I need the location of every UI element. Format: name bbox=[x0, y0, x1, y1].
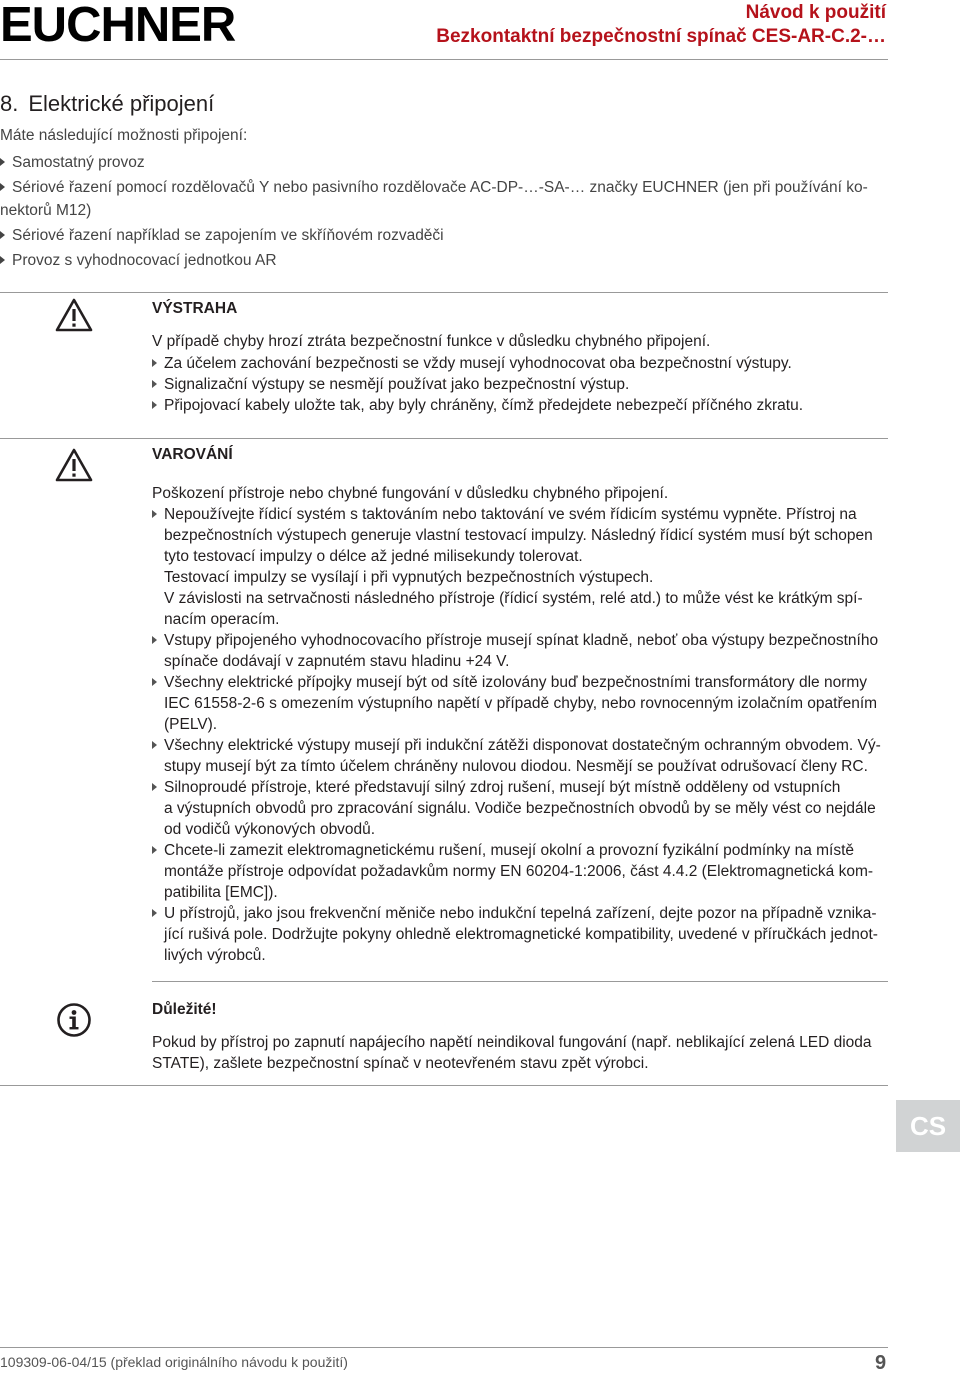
bullet-arrow-icon bbox=[152, 678, 157, 686]
option-text: Sériové řazení pomocí rozdělovačů Y nebo pasivního rozdělovače AC-DP-…-SA-… značky EUCHNER (jen při používání ko-nektorů M12) bbox=[0, 178, 868, 220]
list-item bbox=[152, 672, 882, 735]
list-item bbox=[152, 374, 882, 395]
list-item bbox=[0, 151, 888, 174]
caution-item-line: patibilita [EMC]). bbox=[164, 884, 278, 901]
section-number: 8. bbox=[0, 91, 19, 116]
warning-triangle-icon bbox=[55, 448, 93, 482]
language-tab: CS bbox=[896, 1100, 960, 1152]
list-item bbox=[0, 176, 888, 223]
caution-item-line: U přístrojů, jako jsou frekvenční měniče nebo indukční tepelná zařízení, dejte pozor na případně vznika- bbox=[164, 905, 877, 922]
caution-item-line: Všechny elektrické přípojky musejí být od sítě izolovány buď bezpečnostními transformátory dle normy bbox=[164, 674, 868, 691]
caution-item-line: Chcete-li zamezit elektromagnetickému rušení, musejí okolní a provozní fyzikální podmínky na místě bbox=[164, 842, 855, 859]
caution-item-line: spínače dodávají v zapnutém stavu hladinu +24 V. bbox=[164, 653, 510, 670]
list-item bbox=[152, 840, 882, 903]
caution-item-line: jící rušivá pole. Dodržujte pokyny ohledně elektromagnetické kompatibility, uvedené v příručkách jednot- bbox=[164, 926, 878, 943]
option-text: Samostatný provoz bbox=[12, 154, 145, 171]
footer-divider bbox=[0, 1347, 888, 1348]
note-line: STATE), zašlete bezpečnostní spínač v neotevřeném stavu zpět výrobci. bbox=[152, 1055, 649, 1072]
euchner-logo: EUCHNER bbox=[0, 0, 236, 52]
caution-top-divider bbox=[0, 438, 888, 439]
connection-options-list bbox=[0, 151, 888, 273]
section-title: Elektrické připojení bbox=[28, 91, 215, 116]
caution-item-line: livých výrobců. bbox=[164, 947, 266, 964]
page-number: 9 bbox=[875, 1352, 887, 1374]
caution-box bbox=[152, 444, 882, 966]
warning-box bbox=[152, 298, 882, 416]
warning-item-text: Připojovací kabely uložte tak, aby byly chráněny, čímž předejdete nebezpečí příčného zkratu. bbox=[164, 397, 804, 414]
option-text: Sériové řazení například se zapojením ve skříňovém rozvaděči bbox=[12, 226, 444, 244]
caution-item-line: bezpečnostních výstupech generuje vlastní testovací impulzy. Následný řídicí systém musí být schopen bbox=[164, 527, 873, 544]
caution-item-line: V závislosti na setrvačnosti následného přístroje (řídicí systém, relé atd.) to může vést ke krátkým spí- bbox=[164, 590, 863, 607]
option-text: Provoz s vyhodnocovací jednotkou AR bbox=[12, 251, 277, 269]
list-item bbox=[152, 353, 882, 374]
caution-item-line: montáže přístroje odpovídat požadavkům normy EN 60204-1:2006, část 4.4.2 (Elektromagnetická kom- bbox=[164, 863, 874, 880]
document-type: Návod k použití bbox=[745, 2, 886, 23]
bullet-arrow-icon bbox=[152, 380, 157, 388]
caution-item-line: Nepoužívejte řídicí systém s taktováním nebo taktování ve svém řídicím systému vypněte. Přístroj na bbox=[164, 506, 857, 523]
bullet-arrow-icon bbox=[0, 256, 5, 264]
caution-item-line: tyto testovací impulzy o délce až jedné milisekundy tolerovat. bbox=[164, 548, 583, 565]
bullet-arrow-icon bbox=[152, 636, 157, 644]
product-name: Bezkontaktní bezpečnostní spínač CES-AR-C.2-… bbox=[436, 26, 886, 47]
caution-item-line: IEC 61558-2-6 s omezením výstupního napětí v případě chyby, nebo rovnocenným izolačním opatřením bbox=[164, 695, 878, 712]
bullet-arrow-icon bbox=[152, 909, 157, 917]
section-heading bbox=[0, 91, 214, 117]
list-item bbox=[0, 249, 888, 272]
note-title: Důležité! bbox=[152, 1001, 217, 1018]
list-item bbox=[152, 504, 882, 630]
warning-top-divider bbox=[0, 292, 888, 293]
list-item bbox=[152, 777, 882, 840]
caution-item-line: Vstupy připojeného vyhodnocovacího přístroje musejí spínat kladně, neboť oba výstupy bezpečnostního bbox=[164, 632, 879, 649]
caution-lead: Poškození přístroje nebo chybné fungování v důsledku chybného připojení. bbox=[152, 485, 669, 502]
list-item bbox=[152, 735, 882, 777]
header-divider bbox=[0, 59, 888, 60]
bullet-arrow-icon bbox=[152, 359, 157, 367]
bullet-arrow-icon bbox=[0, 183, 5, 191]
warning-triangle-icon bbox=[55, 298, 93, 332]
caution-item-line: Silnoproudé přístroje, které představují silný zdroj rušení, musejí být místně odděleny od vstupních bbox=[164, 779, 841, 796]
bullet-arrow-icon bbox=[152, 741, 157, 749]
bullet-arrow-icon bbox=[152, 783, 157, 791]
caution-item-line: stupy musejí být za tímto účelem chráněny nulovou diodou. Nesmějí se používat odrušovací členy RC. bbox=[164, 758, 868, 775]
bullet-arrow-icon bbox=[152, 846, 157, 854]
caution-item-line: Testovací impulzy se vysílají i při vypnutých bezpečnostních výstupech. bbox=[164, 569, 654, 586]
info-icon bbox=[57, 1003, 91, 1037]
warning-list bbox=[152, 353, 882, 416]
list-item bbox=[152, 630, 882, 672]
bullet-arrow-icon bbox=[152, 401, 157, 409]
caution-item-line: (PELV). bbox=[164, 716, 218, 733]
list-item bbox=[152, 395, 882, 416]
warning-title: VÝSTRAHA bbox=[152, 300, 238, 317]
note-text bbox=[152, 1032, 882, 1074]
bullet-arrow-icon bbox=[0, 231, 5, 239]
warning-lead: V případě chyby hrozí ztráta bezpečnostní funkce v důsledku chybného připojení. bbox=[152, 333, 711, 350]
note-bottom-divider bbox=[0, 1085, 888, 1086]
note-box bbox=[152, 999, 882, 1074]
list-item bbox=[152, 903, 882, 966]
intro-text: Máte následující možnosti připojení: bbox=[0, 127, 248, 144]
caution-title: VAROVÁNÍ bbox=[152, 446, 233, 463]
caution-item-line: Všechny elektrické výstupy musejí při indukční zátěži disponovat dostatečným ochranným obvodem. Vý- bbox=[164, 737, 881, 754]
note-line: Pokud by přístroj po zapnutí napájecího napětí neindikoval fungování (např. neblikající zelená LED dioda bbox=[152, 1034, 872, 1051]
caution-item-line: od vodičů výkonových obvodů. bbox=[164, 821, 376, 838]
caution-bottom-divider bbox=[152, 981, 888, 982]
bullet-arrow-icon bbox=[0, 158, 5, 166]
caution-list bbox=[152, 504, 882, 966]
caution-item-line: a výstupních obvodů pro zpracování signálu. Vodiče bezpečnostních obvodů by se měly vést co nejdále bbox=[164, 800, 876, 817]
bullet-arrow-icon bbox=[152, 510, 157, 518]
list-item bbox=[0, 224, 888, 247]
warning-item-text: Signalizační výstupy se nesmějí používat jako bezpečnostní výstup. bbox=[164, 376, 630, 393]
warning-item-text: Za účelem zachování bezpečnosti se vždy musejí vyhodnocovat oba bezpečnostní výstupy. bbox=[164, 355, 792, 372]
document-code: 109309-06-04/15 (překlad originálního návodu k použití) bbox=[0, 1354, 348, 1370]
caution-item-line: nacím operacím. bbox=[164, 611, 280, 628]
